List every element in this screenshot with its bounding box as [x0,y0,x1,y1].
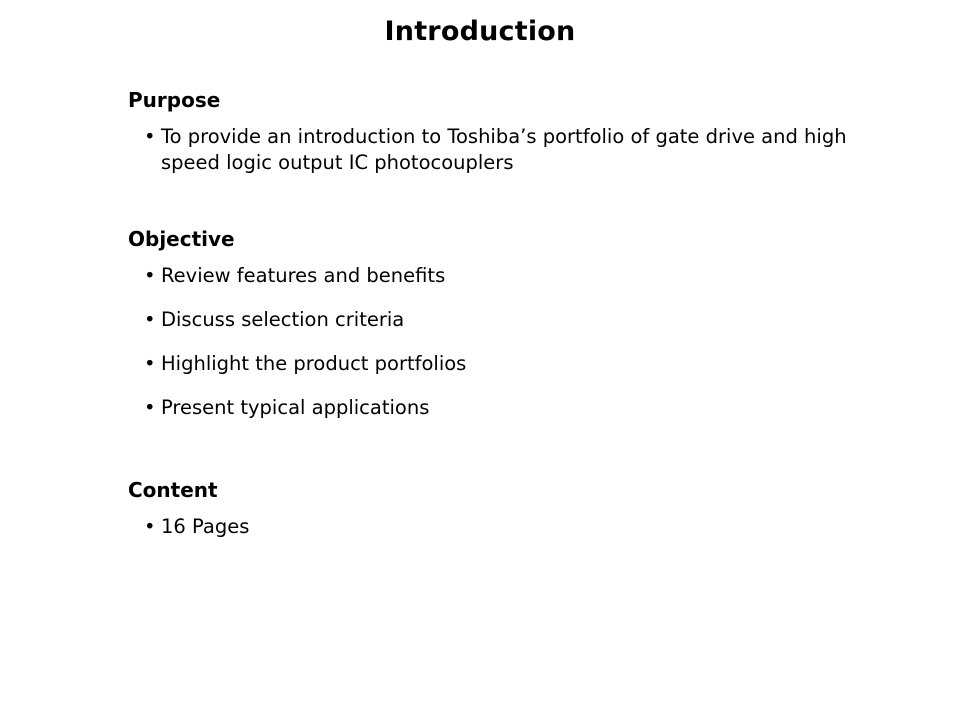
section-objective [128,227,888,420]
page-title: Introduction [384,16,576,47]
section-spacer [128,181,888,227]
list-item [128,263,888,289]
bullet-list-objective [128,263,888,420]
bullet-list-purpose [128,124,888,175]
bullet-dot-icon: • [144,395,156,419]
section-spacer [128,438,888,478]
list-item-text: Highlight the product portfolios [161,351,467,375]
list-item [128,124,888,175]
list-item-text: To provide an introduction to Toshiba’s portfolio of gate drive and high speed logic output IC photocouplers [161,125,847,174]
list-item [128,514,888,540]
list-item-text: 16 Pages [161,515,250,539]
section-heading-objective: Objective [128,227,235,252]
bullet-dot-icon: • [144,264,156,288]
list-item-text: Present typical applications [161,395,430,419]
list-item-text: Discuss selection criteria [161,308,405,332]
slide-body [128,88,888,546]
bullet-dot-icon: • [144,308,156,332]
list-item [128,351,888,377]
list-item [128,307,888,333]
bullet-dot-icon: • [144,515,156,539]
section-heading-purpose: Purpose [128,88,221,112]
bullet-dot-icon: • [144,125,156,148]
section-purpose [128,88,888,175]
bullet-list-content [128,514,888,540]
list-item [128,395,888,421]
list-item-text: Review features and benefits [161,264,446,288]
bullet-dot-icon: • [144,351,156,375]
section-content [128,478,888,540]
section-heading-content: Content [128,478,218,503]
